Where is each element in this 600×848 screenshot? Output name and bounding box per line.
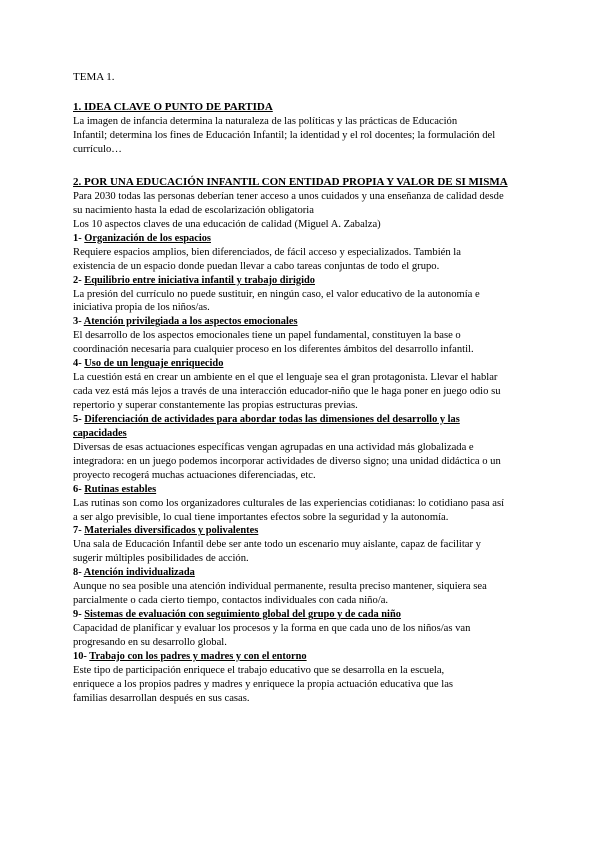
aspect-item [73,524,538,566]
aspect-body-line: coordinación necesaria para cualquier proceso en los diferentes ámbitos del desarrollo infantil. [73,344,474,356]
aspect-body-line: repertorio y superar constantemente las propias estructuras previas. [73,399,358,411]
aspect-item [73,274,538,316]
aspect-title: Diferenciación de actividades para abordar todas las dimensiones del desarrollo y las [84,413,460,425]
aspect-title: Rutinas estables [84,483,157,495]
aspect-heading [73,650,538,664]
aspect-number: 1- [73,232,82,244]
aspect-item [73,357,538,413]
aspect-body-line: sugerir múltiples posibilidades de acción. [73,553,249,565]
aspect-body-line: existencia de un espacio donde puedan llevar a cabo tareas conjuntas de todo el grupo. [73,260,440,272]
aspect-item [73,483,538,525]
aspect-body-line: Requiere espacios amplios, bien diferenciados, de fácil acceso y especializados. También la [73,246,461,258]
aspect-title: Trabajo con los padres y madres y con el entorno [89,650,307,662]
aspect-heading-continued [73,427,538,441]
aspect-title-continued: capacidades [73,427,127,439]
aspect-item [73,650,538,706]
aspect-body-line: La presión del currículo no puede sustituir, en ningún caso, el valor educativo de la autonomía e [73,288,480,300]
aspect-heading [73,524,538,538]
aspect-body-line: parcialmente o cada cierto tiempo, contactos individuales con cada niño/a. [73,595,389,607]
aspect-body-line: cada vez está más lejos a través de una interacción educador-niño que le haga poner en juego odio su [73,386,501,398]
section-1 [73,100,538,157]
aspect-heading [73,274,538,288]
aspect-title: Atención privilegiada a los aspectos emocionales [83,316,298,328]
aspect-body-line: iniciativa propia de los niños/as. [73,302,210,314]
section-1-line: Infantil; determina los fines de Educación Infantil; la identidad y el rol docentes; la formulación del [73,129,496,141]
aspect-body-line: Aunque no sea posible una atención individual permanente, resulta preciso mantener, siquiera sea [73,581,487,593]
section-2-heading: 2. POR UNA EDUCACIÓN INFANTIL CON ENTIDAD PROPIA Y VALOR DE SI MISMA [73,176,508,188]
aspect-body-line: a ser algo previsible, lo cual tiene importantes efectos sobre la seguridad y la autonomía. [73,511,449,523]
aspect-title: Equilibrio entre iniciativa infantil y trabajo dirigido [84,274,315,286]
aspect-number: 10- [73,650,87,662]
aspect-body-line: Las rutinas son como los organizadores culturales de las experiencias cotidianas: lo cotidiano pasa así [73,497,505,509]
aspect-item [73,566,538,608]
aspect-item [73,608,538,650]
aspect-body-line: enriquece a los propios padres y madres y enriquece la propia actuación educativa que las [73,678,454,690]
aspect-title: Sistemas de evaluación con seguimiento global del grupo y de cada niño [84,609,401,621]
aspect-body-line: La cuestión está en crear un ambiente en el que el lenguaje sea el gran protagonista. Llevar el hablar [73,372,498,384]
aspect-body-line: El desarrollo de los aspectos emocionales tiene un papel fundamental, constituyen la base o [73,330,461,342]
document-title: TEMA 1. [73,71,115,83]
aspect-heading [73,566,538,580]
section-1-line: currículo… [73,143,122,155]
section-2-intro-line: su nacimiento hasta la edad de escolarización obligatoria [73,204,314,216]
aspect-heading [73,357,538,371]
aspect-title: Uso de un lenguaje enriquecido [84,358,224,370]
aspect-body-line: Este tipo de participación enriquece el trabajo educativo que se desarrolla en la escuela, [73,664,445,676]
aspect-heading [73,413,538,427]
aspect-body-line: Una sala de Educación Infantil debe ser ante todo un escenario muy aislante, capaz de facilitar y [73,539,481,551]
aspect-heading [73,315,538,329]
aspect-list [73,232,538,706]
aspect-number: 2- [73,274,82,286]
section-2 [73,175,538,706]
aspect-body-line: familias desarrollan después en sus casas. [73,692,250,704]
aspect-number: 9- [73,609,82,621]
aspect-body-line: Capacidad de planificar y evaluar los procesos y la forma en que cada uno de los niños/as van [73,623,471,635]
aspect-heading [73,608,538,622]
aspect-item [73,413,538,483]
aspect-number: 8- [73,567,82,579]
aspect-number: 5- [73,413,82,425]
aspect-item [73,315,538,357]
aspect-title: Organización de los espacios [84,232,211,244]
aspect-heading [73,483,538,497]
aspect-heading [73,232,538,246]
aspect-item [73,232,538,274]
aspect-body-line: Diversas de esas actuaciones específicas vengan agrupadas en una actividad más globalizada e [73,441,474,453]
aspect-body-line: progresando en su desarrollo global. [73,636,227,648]
section-1-heading: 1. IDEA CLAVE O PUNTO DE PARTIDA [73,101,273,113]
section-1-line: La imagen de infancia determina la naturaleza de las políticas y las prácticas de Educación [73,116,458,127]
aspect-number: 3- [73,316,82,328]
section-2-intro-line: Para 2030 todas las personas deberían tener acceso a unos cuidados y una enseñanza de calidad desde [73,191,504,202]
aspect-title: Atención individualizada [83,567,195,579]
aspect-body-line: integradora: en un juego podemos incorporar actividades de diverso signo; una unidad didáctica o un [73,455,501,467]
aspect-number: 4- [73,358,82,370]
aspect-body-line: proyecto recogerá muchas actuaciones diferenciadas, etc. [73,469,316,481]
aspect-number: 7- [73,525,82,537]
section-2-intro-line: Los 10 aspectos claves de una educación de calidad (Miguel A. Zabalza) [73,218,381,230]
aspect-number: 6- [73,483,82,495]
aspect-title: Materiales diversificados y polivalentes [84,525,259,537]
